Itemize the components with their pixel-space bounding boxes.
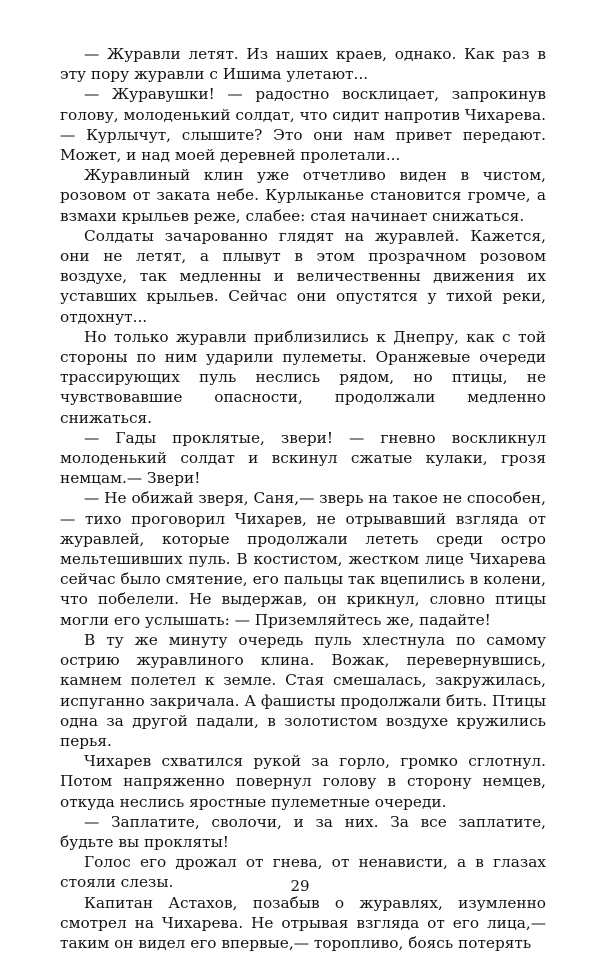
- paragraph: Солдаты зачарованно глядят на журавлей. Кажется, они не летят, а плывут в этом прозрачном розовом воздухе, так медленны и величественны движения их уставших крыльев. Сейчас они опустятся у тихой реки, отдохнут...: [60, 226, 546, 326]
- paragraph: Но только журавли приблизились к Днепру, как с той стороны по ним ударили пулеметы. Оранжевые очереди трассирующих пуль неслись рядом, но птицы, не чувствовавшие опасности, продолжали медленно снижаться.: [60, 327, 546, 427]
- paragraph: Капитан Астахов, позабыв о журавлях, изумленно смотрел на Чихарева. Не отрывая взгляда от его лица,— таким он видел его впервые,— торопливо, боясь потерять: [60, 893, 546, 952]
- page-number: 29: [290, 877, 310, 895]
- paragraph: Журавлиный клин уже отчетливо виден в чистом, розовом от заката небе. Курлыканье становится громче, а взмахи крыльев реже, слабее: стая начинает снижаться.: [60, 166, 546, 225]
- paragraph: Голос его дрожал от гнева, от ненависти, а в глазах стояли слезы.: [60, 853, 546, 892]
- paragraph: — Журавли летят. Из наших краев, однако. Как раз в эту пору журавли с Ишима улетают...: [60, 45, 546, 84]
- page-body: [60, 44, 546, 953]
- paragraph: — Журавушки! — радостно восклицает, запрокинув голову, молоденький солдат, что сидит напротив Чихарева.— Курлычут, слышите? Это они нам привет передают. Может, и над моей деревней пролетали...: [60, 85, 546, 165]
- paragraph: — Заплатите, сволочи, и за них. За все заплатите, будьте вы прокляты!: [60, 812, 546, 851]
- paragraph: — Гады проклятые, звери! — гневно воскликнул молоденький солдат и вскинул сжатые кулаки, грозя немцам.— Звери!: [60, 428, 546, 488]
- paragraph: В ту же минуту очередь пуль хлестнула по самому острию журавлиного клина. Вожак, перевернувшись, камнем полетел к земле. Стая смешалась, закружилась, испуганно закричала. А фашисты продолжали бить. Птицы одна за другой падали, в золотистом воздухе кружились перья.: [60, 630, 546, 750]
- paragraph: — Не обижай зверя, Саня,— зверь на такое не способен,— тихо проговорил Чихарев, не отрывавший взгляда от журавлей, которые продолжали лететь среди остро мельтешивших пуль. В костистом, жестком лице Чихарева сейчас было смятение, его пальцы так вцепились в колени, что побелели. Не выдержав, он крикнул, словно птицы могли его услышать: — Приземляйтесь же, падайте!: [60, 489, 546, 629]
- paragraph: Чихарев схватился рукой за горло, громко сглотнул. Потом напряженно повернул голову в сторону немцев, откуда неслись яростные пулеметные очереди.: [60, 752, 546, 811]
